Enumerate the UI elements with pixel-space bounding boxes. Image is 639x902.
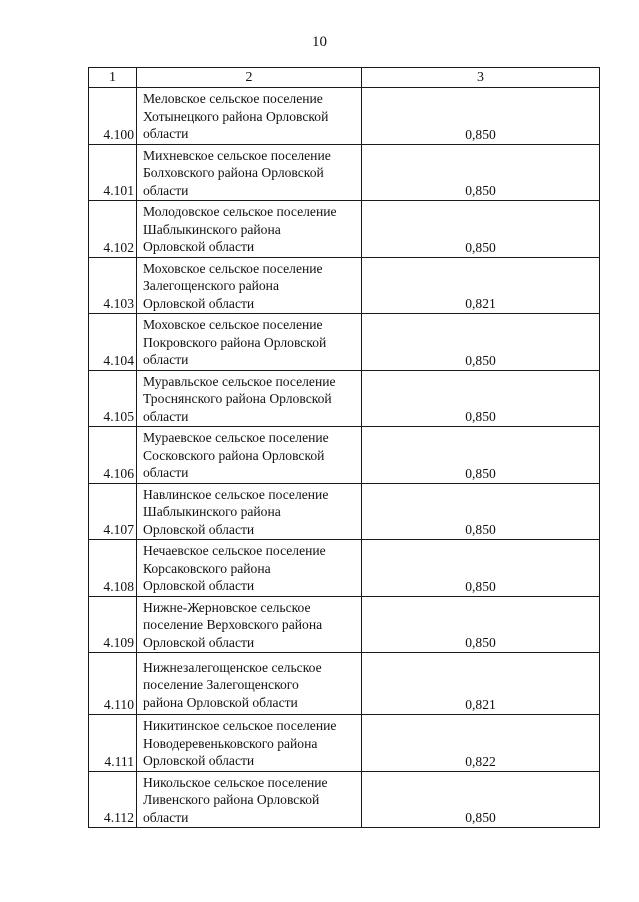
table-row bbox=[89, 370, 600, 427]
coefficients-table bbox=[88, 67, 600, 828]
coefficient-value: 0,822 bbox=[362, 715, 600, 772]
row-number: 4.108 bbox=[89, 540, 137, 597]
settlement-name bbox=[137, 653, 362, 715]
column-header-3: 3 bbox=[362, 68, 600, 88]
settlement-name-line: Болховского района Орловской bbox=[143, 165, 324, 180]
settlement-name-line: поселение Верховского района bbox=[143, 617, 323, 632]
settlement-name bbox=[137, 201, 362, 258]
settlement-name-line: Моховское сельское поселение bbox=[143, 317, 323, 332]
settlement-name bbox=[137, 257, 362, 314]
settlement-name-line: области bbox=[143, 352, 189, 367]
coefficient-value: 0,850 bbox=[362, 427, 600, 484]
row-number: 4.112 bbox=[89, 771, 137, 828]
settlement-name-line: Ливенского района Орловской bbox=[143, 792, 320, 807]
settlement-name bbox=[137, 596, 362, 653]
settlement-name-line: Орловской области bbox=[143, 634, 255, 650]
settlement-name-line: Навлинское сельское поселение bbox=[143, 486, 329, 502]
table-body bbox=[89, 88, 600, 828]
table-row bbox=[89, 257, 600, 314]
settlement-name bbox=[137, 88, 362, 145]
settlement-name-line: Нечаевское сельское поселение bbox=[143, 543, 326, 558]
table-row bbox=[89, 427, 600, 484]
settlement-name-line: Мураевское сельское поселение bbox=[143, 430, 329, 445]
settlement-name-line: области bbox=[143, 809, 189, 825]
settlement-name-line: Покровского района Орловской bbox=[143, 334, 327, 350]
row-number: 4.104 bbox=[89, 314, 137, 371]
coefficient-value: 0,850 bbox=[362, 540, 600, 597]
coefficient-value: 0,821 bbox=[362, 653, 600, 715]
settlement-name-line: Моховское сельское поселение bbox=[143, 260, 323, 276]
column-header-1: 1 bbox=[89, 68, 137, 88]
settlement-name-line: области bbox=[143, 126, 189, 141]
table-row bbox=[89, 201, 600, 258]
settlement-name-line: Нижне-Жерновское сельское bbox=[143, 599, 311, 615]
settlement-name-line: области bbox=[143, 408, 189, 424]
settlement-name-line: Орловской области bbox=[143, 578, 255, 593]
table-row bbox=[89, 771, 600, 828]
settlement-name-line: Шаблыкинского района bbox=[143, 504, 281, 519]
row-number: 4.111 bbox=[89, 715, 137, 772]
settlement-name-line: Муравльское сельское поселение bbox=[143, 373, 336, 389]
table-row bbox=[89, 314, 600, 371]
settlement-name bbox=[137, 771, 362, 828]
table-row bbox=[89, 540, 600, 597]
coefficient-value: 0,850 bbox=[362, 88, 600, 145]
row-number: 4.101 bbox=[89, 144, 137, 201]
settlement-name-line: Хотынецкого района Орловской bbox=[143, 108, 329, 124]
row-number: 4.109 bbox=[89, 596, 137, 653]
settlement-name-line: Шаблыкинского района bbox=[143, 221, 281, 237]
settlement-name-line: области bbox=[143, 465, 189, 480]
settlement-name-line: Михневское сельское поселение bbox=[143, 147, 331, 163]
table-row bbox=[89, 596, 600, 653]
settlement-name-line: Сосковского района Орловской bbox=[143, 447, 325, 463]
page-number: 10 bbox=[312, 34, 327, 50]
settlement-name-line: Молодовское сельское поселение bbox=[143, 204, 337, 219]
settlement-name bbox=[137, 715, 362, 772]
settlement-name-line: области bbox=[143, 182, 189, 198]
table-row bbox=[89, 144, 600, 201]
coefficient-value: 0,821 bbox=[362, 257, 600, 314]
row-number: 4.100 bbox=[89, 88, 137, 145]
coefficient-value: 0,850 bbox=[362, 483, 600, 540]
settlement-name-line: Троснянского района Орловской bbox=[143, 391, 332, 406]
settlement-name-line: Орловской области bbox=[143, 295, 255, 311]
settlement-name-line: Никитинское сельское поселение bbox=[143, 718, 337, 733]
table-row bbox=[89, 715, 600, 772]
column-header-2: 2 bbox=[137, 68, 362, 88]
row-number: 4.110 bbox=[89, 653, 137, 715]
settlement-name-line: Орловской области bbox=[143, 753, 255, 768]
coefficient-value: 0,850 bbox=[362, 144, 600, 201]
coefficient-value: 0,850 bbox=[362, 201, 600, 258]
settlement-name bbox=[137, 427, 362, 484]
settlement-name-line: Орловской области bbox=[143, 239, 255, 254]
settlement-name-line: Нижнезалегощенское сельское bbox=[143, 659, 322, 675]
table-row bbox=[89, 483, 600, 540]
row-number: 4.105 bbox=[89, 370, 137, 427]
table-row bbox=[89, 88, 600, 145]
row-number: 4.103 bbox=[89, 257, 137, 314]
settlement-name bbox=[137, 314, 362, 371]
settlement-name-line: Новодеревеньковского района bbox=[143, 735, 318, 751]
settlement-name-line: Залегощенского района bbox=[143, 278, 279, 293]
settlement-name bbox=[137, 540, 362, 597]
coefficient-value: 0,850 bbox=[362, 596, 600, 653]
settlement-name-line: Меловское сельское поселение bbox=[143, 91, 323, 106]
coefficient-value: 0,850 bbox=[362, 370, 600, 427]
settlement-name-line: Корсаковского района bbox=[143, 560, 271, 576]
settlement-name-line: Орловской области bbox=[143, 521, 255, 537]
row-number: 4.102 bbox=[89, 201, 137, 258]
settlement-name bbox=[137, 483, 362, 540]
table-header-row bbox=[89, 68, 600, 88]
table-row bbox=[89, 653, 600, 715]
settlement-name-line: района Орловской области bbox=[143, 694, 298, 710]
settlement-name bbox=[137, 144, 362, 201]
coefficient-value: 0,850 bbox=[362, 314, 600, 371]
settlement-name-line: поселение Залегощенского bbox=[143, 677, 299, 693]
settlement-name bbox=[137, 370, 362, 427]
row-number: 4.107 bbox=[89, 483, 137, 540]
settlement-name-line: Никольское сельское поселение bbox=[143, 774, 328, 790]
coefficient-value: 0,850 bbox=[362, 771, 600, 828]
row-number: 4.106 bbox=[89, 427, 137, 484]
